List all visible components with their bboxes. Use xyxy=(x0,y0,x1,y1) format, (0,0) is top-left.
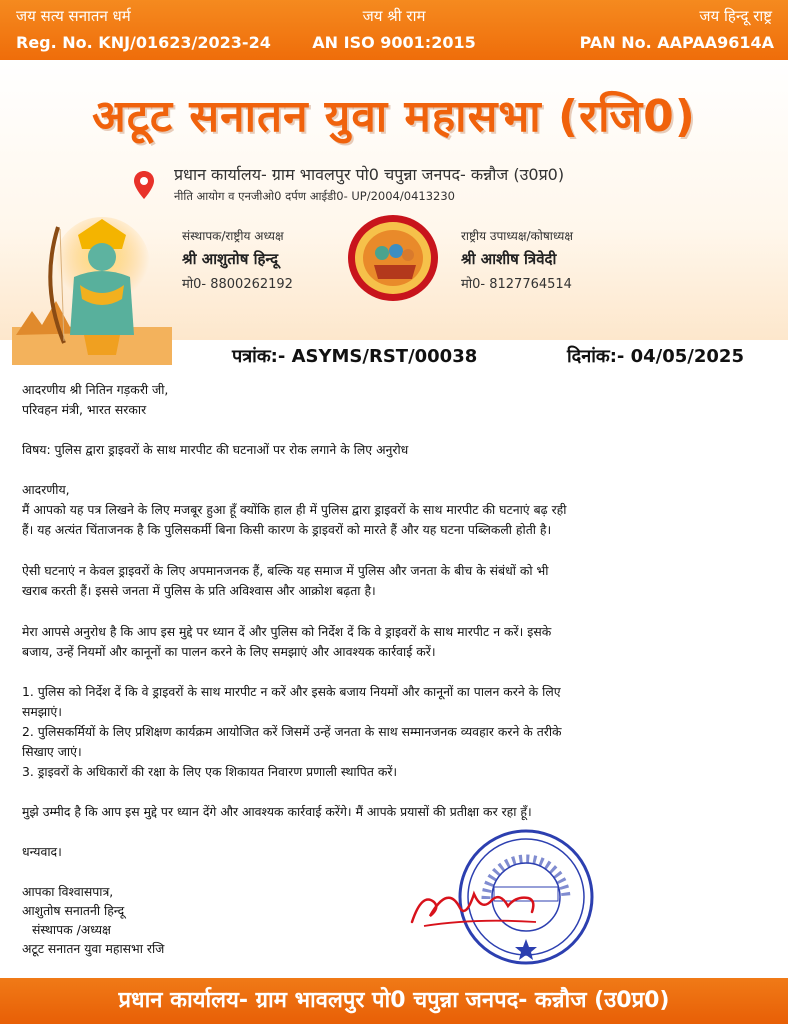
location-pin-icon xyxy=(133,170,155,200)
right-slogan: जय हिन्दू राष्ट्र xyxy=(699,7,772,25)
list-item: समझाएं। xyxy=(22,704,62,719)
request-points-list xyxy=(22,682,762,782)
addressee-line: आदरणीय श्री नितिन गड़करी जी, xyxy=(22,382,169,397)
letter-subject-block xyxy=(22,440,762,460)
signature-scribble xyxy=(404,872,544,932)
center-slogan: जय श्री राम xyxy=(362,7,426,25)
vice-president-name: श्री आशीष त्रिवेदी xyxy=(461,250,557,268)
left-slogan: जय सत्य सनातन धर्म xyxy=(16,7,131,25)
addressee-line: परिवहन मंत्री, भारत सरकार xyxy=(22,402,147,417)
paragraph-line: बजाय, उन्हें नियमों और कानूनों का पालन करने के लिए समझाएं और आवश्यक कार्रवाई करें। xyxy=(22,644,436,659)
organization-name: अटूट सनातन युवा महासभा (रजि0) xyxy=(92,91,696,142)
reference-number: पत्रांक:- ASYMS/RST/00038 xyxy=(232,346,478,367)
office-address: प्रधान कार्यालय- ग्राम भावलपुर पो0 चपुन्ना जनपद- कन्नौज (उ0प्र0) xyxy=(174,165,565,184)
letter-body xyxy=(22,380,762,420)
list-item: 1. पुलिस को निर्देश दें कि वे ड्राइवरों के साथ मारपीट न करें और इसके बजाय नियमों और कानूनों का पालन करने के लिए xyxy=(22,684,561,699)
thanks-line xyxy=(22,842,762,862)
closing-paragraph xyxy=(22,802,762,822)
letter-paragraph-1 xyxy=(22,480,762,540)
founder-mobile: मो0- 8800262192 xyxy=(182,277,293,292)
letter-paragraph-3 xyxy=(22,622,762,662)
sign-line: आशुतोष सनातनी हिन्दू xyxy=(22,903,125,918)
sign-line: संस्थापक /अध्यक्ष xyxy=(32,922,111,937)
founder-name: श्री आशुतोष हिन्दू xyxy=(182,250,279,268)
letter-date: दिनांक:- 04/05/2025 xyxy=(567,346,744,367)
list-item: सिखाए जाएं। xyxy=(22,744,82,759)
niti-aayog-id: नीति आयोग व एनजीओ0 दर्पण आईडी0- UP/2004/0413230 xyxy=(174,189,455,203)
paragraph-line: मेरा आपसे अनुरोध है कि आप इस मुद्दे पर ध्यान दें और पुलिस को निर्देश दें कि वे ड्राइवरों के साथ मारपीट न करें। इसके xyxy=(22,624,552,639)
founder-details xyxy=(182,230,293,291)
list-item: 2. पुलिसकर्मियों के लिए प्रशिक्षण कार्यक्रम आयोजित करें जिसमें उन्हें जनता के साथ सम्मानजनक व्यवहार करने के तरीके xyxy=(22,724,562,739)
registration-number: Reg. No. KNJ/01623/2023-24 xyxy=(16,33,271,52)
vice-president-details xyxy=(461,230,573,291)
salutation: आदरणीय, xyxy=(22,482,70,497)
pan-number: PAN No. AAPAA9614A xyxy=(579,33,774,52)
sign-line: आपका विश्वासपात्र, xyxy=(22,884,114,899)
paragraph-line: मुझे उम्मीद है कि आप इस मुद्दे पर ध्यान देंगे और आवश्यक कार्रवाई करेंगे। मैं आपके प्रयासों की प्रतीक्षा कर रहा हूँ। xyxy=(22,804,532,819)
paragraph-line: हैं। यह अत्यंत चिंताजनक है कि पुलिसकर्मी बिना किसी कारण के ड्राइवरों को मारते हैं और यह घटना पब्लिकली होती है। xyxy=(22,522,552,537)
list-item: 3. ड्राइवरों के अधिकारों की रक्षा के लिए एक शिकायत निवारण प्रणाली स्थापित करें। xyxy=(22,764,398,779)
paragraph-line: ऐसी घटनाएं न केवल ड्राइवरों के लिए अपमानजनक हैं, बल्कि यह समाज में पुलिस और जनता के बीच के संबंधों को भी xyxy=(22,563,549,578)
paragraph-line: खराब करती हैं। इससे जनता में पुलिस के प्रति अविश्वास और आक्रोश बढ़ता है। xyxy=(22,583,376,598)
thanks: धन्यवाद। xyxy=(22,844,62,859)
top-bar xyxy=(0,0,788,60)
sign-line: अटूट सनातन युवा महासभा रजि xyxy=(22,941,165,956)
letter-paragraph-2 xyxy=(22,561,762,601)
vice-president-role: राष्ट्रीय उपाध्यक्ष/कोषाध्यक्ष xyxy=(461,229,573,243)
organization-emblem xyxy=(346,213,440,303)
paragraph-line: मैं आपको यह पत्र लिखने के लिए मजबूर हुआ हूँ क्योंकि हाल ही में पुलिस द्वारा ड्राइवरों के साथ मारपीट की घटनाएं बढ़ रही xyxy=(22,502,567,517)
letter-subject: विषय: पुलिस द्वारा ड्राइवरों के साथ मारपीट की घटनाओं पर रोक लगाने के लिए अनुरोध xyxy=(22,442,409,457)
lord-ram-illustration xyxy=(12,215,172,365)
iso-certification: AN ISO 9001:2015 xyxy=(312,33,476,52)
footer-address: प्रधान कार्यालय- ग्राम भावलपुर पो0 चपुन्ना जनपद- कन्नौज (उ0प्र0) xyxy=(0,978,788,1024)
founder-role: संस्थापक/राष्ट्रीय अध्यक्ष xyxy=(182,229,284,243)
signature-block xyxy=(22,882,762,958)
vice-president-mobile: मो0- 8127764514 xyxy=(461,277,572,292)
